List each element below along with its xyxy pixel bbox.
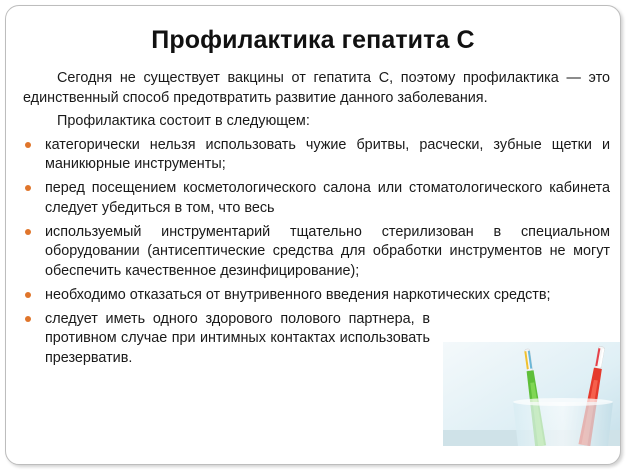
list-item: необходимо отказаться от внутривенного введения наркотических средств;	[23, 286, 610, 306]
bullet-icon	[25, 142, 31, 148]
list-intro-paragraph: Профилактика состоит в следующем:	[57, 113, 310, 129]
slide-title: Профилактика гепатита С	[151, 26, 475, 54]
list-item: перед посещением косметологического салона или стоматологического кабинета следует убедиться в том, что весь	[23, 179, 610, 218]
bullet-icon	[25, 292, 31, 298]
intro-paragraph: Сегодня не существует вакцины от гепатита С, поэтому профилактика — это единственный способ предотвратить развитие данного заболевания.	[23, 70, 610, 106]
list-item: следует иметь одного здорового полового партнера, в противном случае при интимных контактах использовать презерватив.	[23, 310, 610, 369]
prevention-list	[23, 136, 610, 369]
slide-body	[23, 69, 610, 373]
toothbrushes-photo	[443, 342, 620, 446]
slide	[5, 5, 621, 465]
bullet-icon	[25, 185, 31, 191]
list-item: категорически нельзя использовать чужие бритвы, расчески, зубные щетки и маникюрные инструменты;	[23, 136, 610, 175]
bullet-icon	[25, 316, 31, 322]
bullet-icon	[25, 229, 31, 235]
list-item: используемый инструментарий тщательно стерилизован в специальном оборудовании (антисептические средства для обработки инструментов не могут обеспечить качественное дезинфицирование);	[23, 223, 610, 282]
